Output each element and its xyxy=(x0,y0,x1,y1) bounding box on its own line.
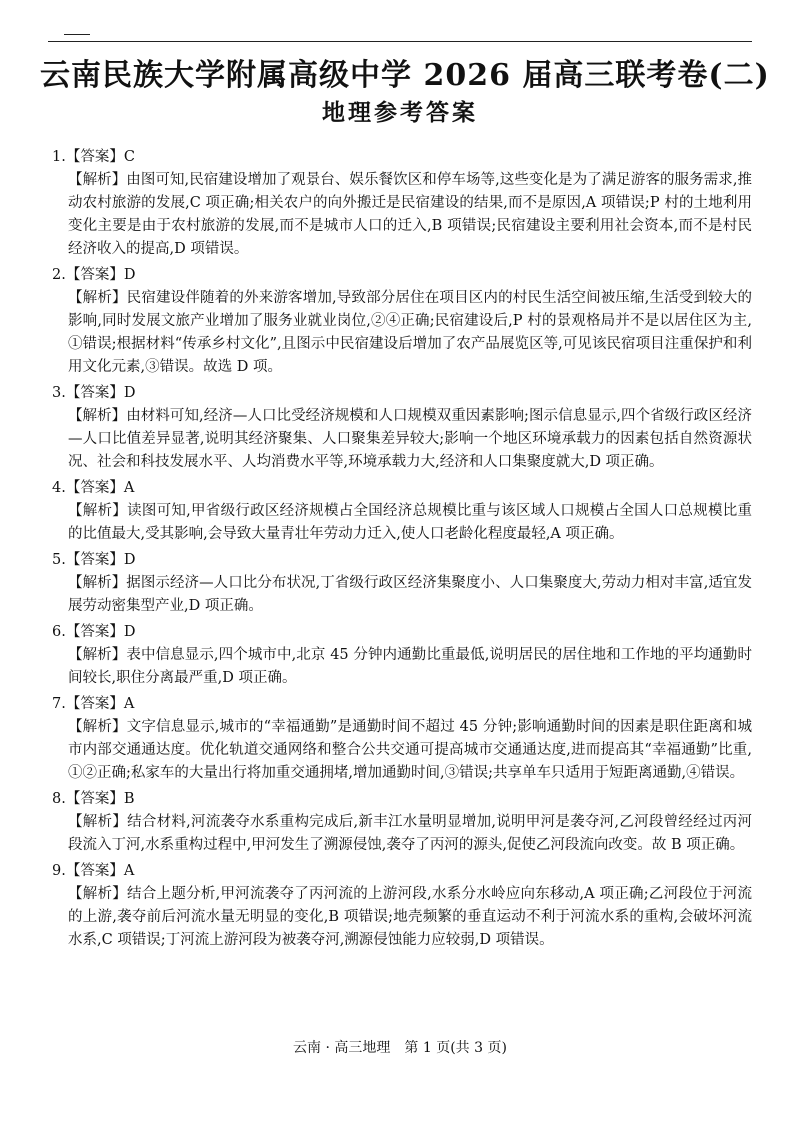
question-3 xyxy=(52,382,752,474)
analysis-text: 【解析】民宿建设伴随着的外来游客增加,导致部分居住在项目区内的村民生活空间被压缩,生活受到较大的影响,同时发展文旅产业增加了服务业就业岗位,②④正确;民宿建设后,P 村的景观格局并不是以居住区为主,①错误;根据材料“传承乡村文化”,且图示中民宿建设后增加了农产品展览区等,可见该民宿项目注重保护和利用文化元素,③错误。故选 D 项。 xyxy=(68,290,752,375)
analysis-text: 【解析】由材料可知,经济—人口比受经济规模和人口规模双重因素影响;图示信息显示,四个省级行政区经济—人口比值差异显著,说明其经济聚集、人口聚集差异较大;影响一个地区环境承载力的因素包括自然资源状况、社会和科技发展水平、人均消费水平等,环境承载力大,经济和人口集聚度就大,D 项正确。 xyxy=(68,408,752,470)
answer-line: 7.【答案】A xyxy=(52,696,135,712)
header-rule xyxy=(48,41,752,42)
answer-line: 9.【答案】A xyxy=(52,863,135,879)
page-subtitle: 地理参考答案 xyxy=(322,99,478,126)
analysis-text: 【解析】结合材料,河流袭夺水系重构完成后,新丰江水量明显增加,说明甲河是袭夺河,乙河段曾经经过丙河段流入丁河,水系重构过程中,甲河发生了溯源侵蚀,袭夺了丙河的源头,促使乙河段流向改变。故 B 项正确。 xyxy=(68,814,752,853)
question-6 xyxy=(52,621,752,690)
answer-line: 4.【答案】A xyxy=(52,480,135,496)
answer-line: 1.【答案】C xyxy=(52,149,135,165)
analysis-text: 【解析】文字信息显示,城市的“幸福通勤”是通勤时间不超过 45 分钟;影响通勤时间的因素是职住距离和城市内部交通通达度。优化轨道交通网络和整合公共交通可提高城市交通通达度,进而提高其“幸福通勤”比重,①②正确;私家车的大量出行将加重交通拥堵,增加通勤时间,③错误;共享单车只适用于短距离通勤,④错误。 xyxy=(68,719,752,781)
answer-line: 3.【答案】D xyxy=(52,385,136,401)
analysis-text: 【解析】读图可知,甲省级行政区经济规模占全国经济总规模比重与该区域人口规模占全国人口总规模比重的比值最大,受其影响,会导致大量青壮年劳动力迁入,使人口老龄化程度最轻,A 项正确。 xyxy=(68,503,752,542)
page-footer: 云南 · 高三地理 第 1 页(共 3 页) xyxy=(293,1040,507,1056)
question-7 xyxy=(52,693,752,785)
header-tick-line xyxy=(64,34,90,35)
answer-line: 2.【答案】D xyxy=(52,267,136,283)
analysis-text: 【解析】由图可知,民宿建设增加了观景台、娱乐餐饮区和停车场等,这些变化是为了满足游客的服务需求,推动农村旅游的发展,C 项正确;相关农户的向外搬迁是民宿建设的结果,而不是原因,A 项错误;P 村的土地利用变化主要是由于农村旅游的发展,而不是城市人口的迁入,B 项错误;民宿建设主要利用社会资本,而不是村民经济收入的提高,D 项错误。 xyxy=(68,172,752,257)
question-4 xyxy=(52,477,752,546)
question-8 xyxy=(52,788,752,857)
page-title: 云南民族大学附属高级中学 2026 届高三联考卷(二) xyxy=(40,58,770,93)
analysis-text: 【解析】据图示经济—人口比分布状况,丁省级行政区经济集聚度小、人口集聚度大,劳动力相对丰富,适宜发展劳动密集型产业,D 项正确。 xyxy=(68,575,752,614)
question-5 xyxy=(52,549,752,618)
analysis-text: 【解析】结合上题分析,甲河流袭夺了丙河流的上游河段,水系分水岭应向东移动,A 项正确;乙河段位于河流的上游,袭夺前后河流水量无明显的变化,B 项错误;地壳频繁的垂直运动不利于河流水系的重构,会破坏河流水系,C 项错误;丁河流上游河段为被袭夺河,溯源侵蚀能力应较弱,D 项错误。 xyxy=(68,886,752,948)
question-9 xyxy=(52,860,752,952)
answer-line: 8.【答案】B xyxy=(52,791,135,807)
answer-list xyxy=(52,146,752,952)
answer-line: 6.【答案】D xyxy=(52,624,136,640)
question-1 xyxy=(52,146,752,261)
analysis-text: 【解析】表中信息显示,四个城市中,北京 45 分钟内通勤比重最低,说明居民的居住地和工作地的平均通勤时间较长,职住分离最严重,D 项正确。 xyxy=(68,647,752,686)
answer-line: 5.【答案】D xyxy=(52,552,136,568)
question-2 xyxy=(52,264,752,379)
